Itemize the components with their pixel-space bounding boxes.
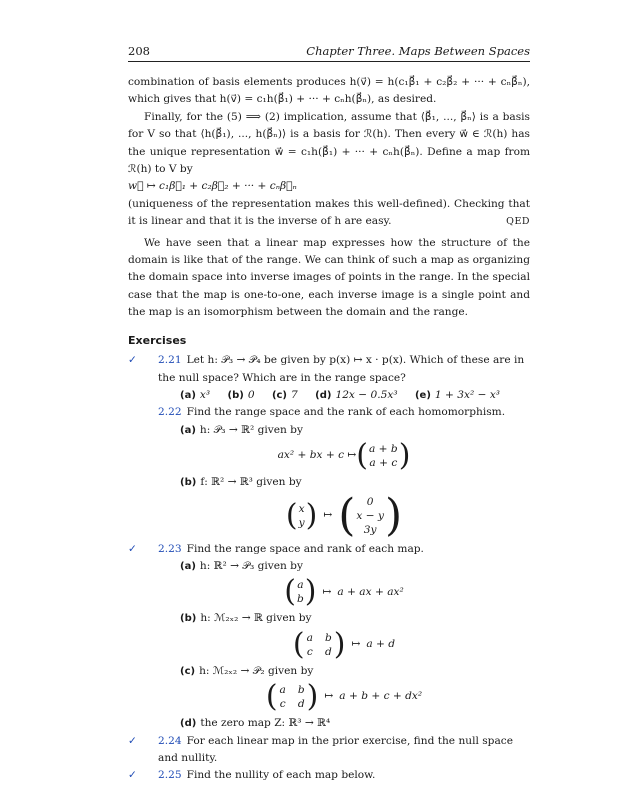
choice-b: (b) 0 bbox=[227, 388, 255, 401]
exercise-2-21 bbox=[128, 352, 530, 404]
input-vector: ( x y ) bbox=[285, 497, 318, 533]
rhs-expression: a + ax + ax² bbox=[337, 585, 404, 598]
exercise-number[interactable]: 2.25 bbox=[158, 769, 182, 782]
exercise-number[interactable]: 2.23 bbox=[158, 542, 182, 555]
maps-to-arrow: ↦ bbox=[322, 585, 332, 598]
paragraph-4: We have seen that a linear map expresses how the structure of the domain is like that of the range. We can think of such a map as organizing the domain space into inverse images of points in the range. In the special case that the map is one-to-one, each inverse image is a single point and the map is an isomorphism between the domain and the range. bbox=[128, 236, 530, 319]
exercise-number[interactable]: 2.21 bbox=[158, 354, 182, 367]
part-a: (a) h: 𝒫₃ → ℝ² given by bbox=[180, 423, 303, 436]
exercise-2-22 bbox=[128, 404, 530, 541]
exercise-text: Find the range space and rank of each map. bbox=[186, 542, 424, 555]
choice-list bbox=[158, 387, 530, 404]
display-2-23-b bbox=[158, 626, 530, 662]
chapter-title: Chapter Three. Maps Between Spaces bbox=[306, 44, 530, 58]
matrix: ( a b c d ) bbox=[292, 626, 346, 662]
exercise-text: Find the range space and the rank of each homomorphism. bbox=[186, 406, 506, 419]
exercise-2-25 bbox=[128, 767, 530, 784]
exercise-2-23 bbox=[128, 541, 530, 733]
maps-to-arrow: ↦ bbox=[324, 690, 334, 703]
exercise-number[interactable]: 2.22 bbox=[158, 406, 182, 419]
display-equation: w⃗ ↦ c₁β⃗₁ + c₂β⃗₂ + ··· + cₙβ⃗ₙ bbox=[128, 180, 297, 193]
display-2-22-b bbox=[158, 489, 530, 541]
page-number: 208 bbox=[128, 44, 150, 58]
exercise-text: Find the nullity of each map below. bbox=[186, 769, 376, 782]
part-c: (c) h: ℳ₂ₓ₂ → 𝒫₂ given by bbox=[180, 664, 314, 677]
check-mark-icon: ✓ bbox=[128, 354, 137, 367]
exercise-2-24 bbox=[128, 733, 530, 768]
part-a: (a) h: ℝ² → 𝒫₃ given by bbox=[180, 559, 303, 572]
exercises-heading: Exercises bbox=[128, 333, 187, 347]
paragraph-1: combination of basis elements produces h(v⃗) = h(c₁β⃗₁ + c₂β⃗₂ + ··· + cₙβ⃗ₙ), which gives that h(v⃗) = c₁h(β⃗₁) + ··· + cₙh(β⃗ₙ), as desired. bbox=[128, 76, 530, 106]
exercise-text: For each linear map in the prior exercise, find the null space and nullity. bbox=[158, 734, 513, 764]
display-2-23-a bbox=[158, 574, 530, 610]
output-vector: ( 0 x − y 3y ) bbox=[338, 489, 403, 541]
display-2-22-a bbox=[158, 438, 530, 474]
part-b: (b) f: ℝ² → ℝ³ given by bbox=[180, 476, 302, 489]
check-mark-icon: ✓ bbox=[128, 769, 137, 782]
choice-c: (c) 7 bbox=[271, 388, 298, 401]
header-rule bbox=[128, 61, 530, 62]
column-vector: ( a + b a + c ) bbox=[356, 438, 411, 474]
part-b: (b) h: ℳ₂ₓ₂ → ℝ given by bbox=[180, 612, 312, 625]
maps-to-arrow: ↦ bbox=[351, 638, 361, 651]
exercise-text: Let h: 𝒫₃ → 𝒫₄ be given by p(x) ↦ x · p(x). Which of these are in the null space? Which are in the range space? bbox=[158, 354, 525, 384]
rhs-expression: a + b + c + dx² bbox=[339, 690, 423, 703]
paragraph-2: Finally, for the (5) ⟹ (2) implication, assume that ⟨β⃗₁, ..., β⃗ₙ⟩ is a basis for V so that ⟨h(β⃗₁), ..., h(β⃗ₙ)⟩ is a basis for ℛ(h). Then every w⃗ ∈ ℛ(h) has the unique representation w⃗ = c₁h(β⃗₁) + ··· + cₙh(β⃗ₙ). Define a map from ℛ(h) to V by bbox=[128, 110, 530, 176]
lhs-expression: ax² + bx + c ↦ bbox=[277, 449, 357, 462]
display-2-23-c bbox=[158, 679, 530, 715]
exercise-number[interactable]: 2.24 bbox=[158, 734, 182, 747]
rhs-expression: a + d bbox=[366, 638, 396, 651]
input-vector: ( a b ) bbox=[284, 574, 317, 610]
check-mark-icon: ✓ bbox=[128, 542, 137, 555]
choice-d: (d) 12x − 0.5x³ bbox=[315, 388, 398, 401]
choice-e: (e) 1 + 3x² − x³ bbox=[414, 388, 501, 401]
check-mark-icon: ✓ bbox=[128, 734, 137, 747]
paragraph-3 bbox=[128, 196, 530, 231]
matrix: ( a b c d ) bbox=[265, 679, 319, 715]
paragraph-3-text: (uniqueness of the representation makes this well-defined). Checking that it is linear and that it is the inverse of h are easy. bbox=[128, 197, 530, 228]
qed-mark: QED bbox=[506, 216, 530, 228]
choice-a: (a) x³ bbox=[180, 388, 211, 401]
part-d: (d) the zero map Z: ℝ³ → ℝ⁴ bbox=[180, 717, 331, 730]
maps-to-arrow: ↦ bbox=[323, 508, 333, 521]
page-body bbox=[128, 74, 530, 785]
